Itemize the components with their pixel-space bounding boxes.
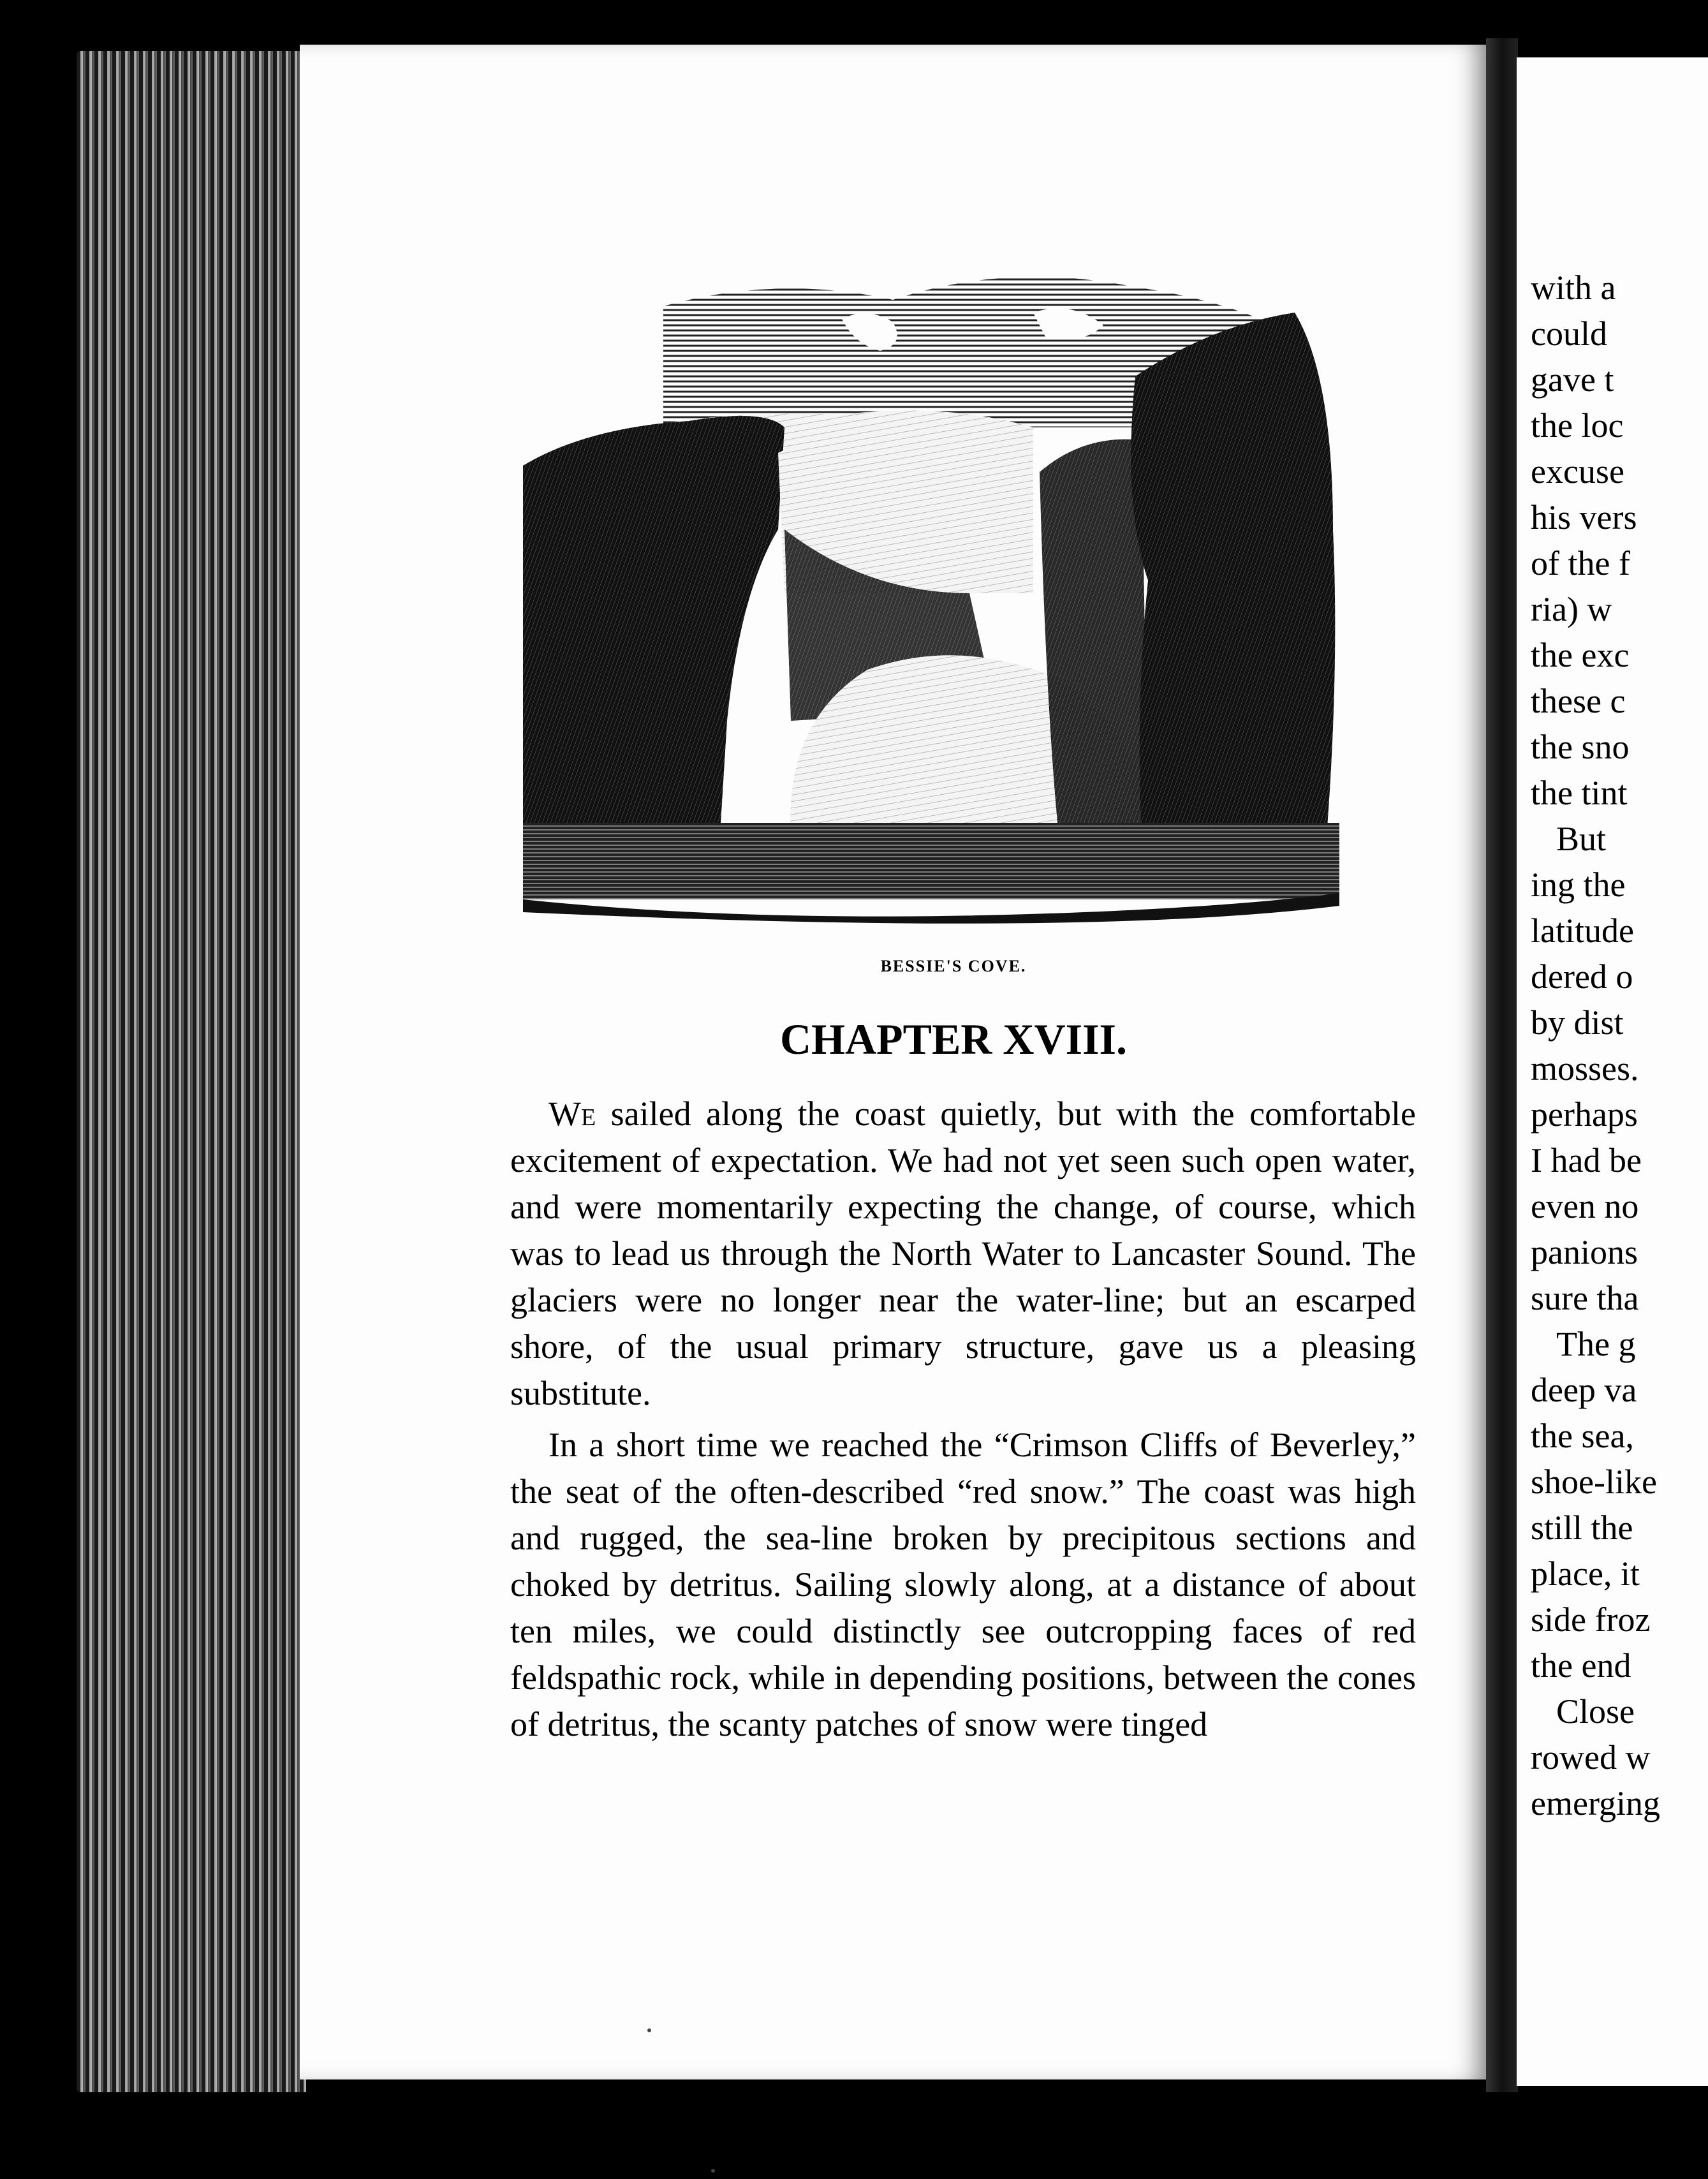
right-line: ria) w [1531, 590, 1612, 628]
right-line: deep va [1531, 1371, 1637, 1409]
right-line: the sea, [1531, 1417, 1634, 1455]
right-line: mosses. [1531, 1049, 1639, 1088]
right-line: perhaps [1531, 1095, 1638, 1134]
right-line: I had be [1531, 1141, 1642, 1179]
illustration-caption: BESSIE'S COVE. [880, 957, 1027, 975]
drop-word: We [548, 1095, 596, 1133]
right-line: by dist [1531, 1003, 1624, 1042]
right-line: his vers [1531, 498, 1637, 536]
right-line: emerging [1531, 1784, 1660, 1822]
bessies-cove-engraving [510, 262, 1397, 950]
right-line: excuse [1531, 452, 1624, 491]
dust-speck [711, 2169, 715, 2173]
right-line: side froz [1531, 1600, 1651, 1639]
right-line: dered o [1531, 957, 1633, 996]
dust-speck [647, 2028, 651, 2032]
right-line: the exc [1531, 636, 1630, 674]
chapter-heading: CHAPTER XVIII. [779, 1015, 1128, 1063]
right-line: the sno [1531, 728, 1630, 766]
right-line: Close [1556, 1692, 1635, 1731]
right-line: ing the [1531, 866, 1626, 904]
right-line: shoe-like [1531, 1463, 1657, 1501]
right-line: with a [1531, 269, 1616, 307]
right-line: these c [1531, 682, 1626, 720]
paragraph-1-text: sailed along the coast quietly, but with the comfortable excitement of expectation. We had not yet seen such open water, and were momentarily expecting the change, of course, which was to lead us through the North Water to Lancaster Sound. The glaciers were no longer near the water-line; but an escarped shore, of the usual primary structure, gave us a pleasing substitute. [510, 1095, 1416, 1412]
right-line: The g [1556, 1325, 1636, 1363]
chapter-body [510, 1091, 1416, 1748]
right-line: could [1531, 314, 1607, 353]
book-gutter [1486, 38, 1518, 2092]
right-line: rowed w [1531, 1738, 1651, 1776]
right-line: place, it [1531, 1555, 1640, 1593]
book-page-edges [77, 51, 306, 2092]
right-line: of the f [1531, 544, 1630, 582]
right-line: the loc [1531, 406, 1624, 445]
paragraph-1 [510, 1091, 1416, 1417]
right-line: panions [1531, 1233, 1638, 1271]
right-line: still the [1531, 1509, 1633, 1547]
paragraph-2: In a short time we reached the “Crimson Cliffs of Beverley,” the seat of the often-described “red snow.” The coast was high and rugged, the sea-line broken by precipitous sections and choked by detritus. Sailing slowly along, at a distance of about ten miles, we could distinctly see outcropping faces of red feldspathic rock, while in depending positions, between the cones of detritus, the scanty patches of snow were tinged [510, 1426, 1416, 1743]
right-page-text [1531, 265, 1708, 1826]
right-line: sure tha [1531, 1279, 1639, 1317]
right-line: the tint [1531, 774, 1628, 812]
right-line: the end [1531, 1646, 1631, 1685]
right-line: gave t [1531, 360, 1614, 399]
right-line: even no [1531, 1187, 1639, 1225]
right-line: But [1556, 820, 1607, 858]
right-line: latitude [1531, 912, 1634, 950]
